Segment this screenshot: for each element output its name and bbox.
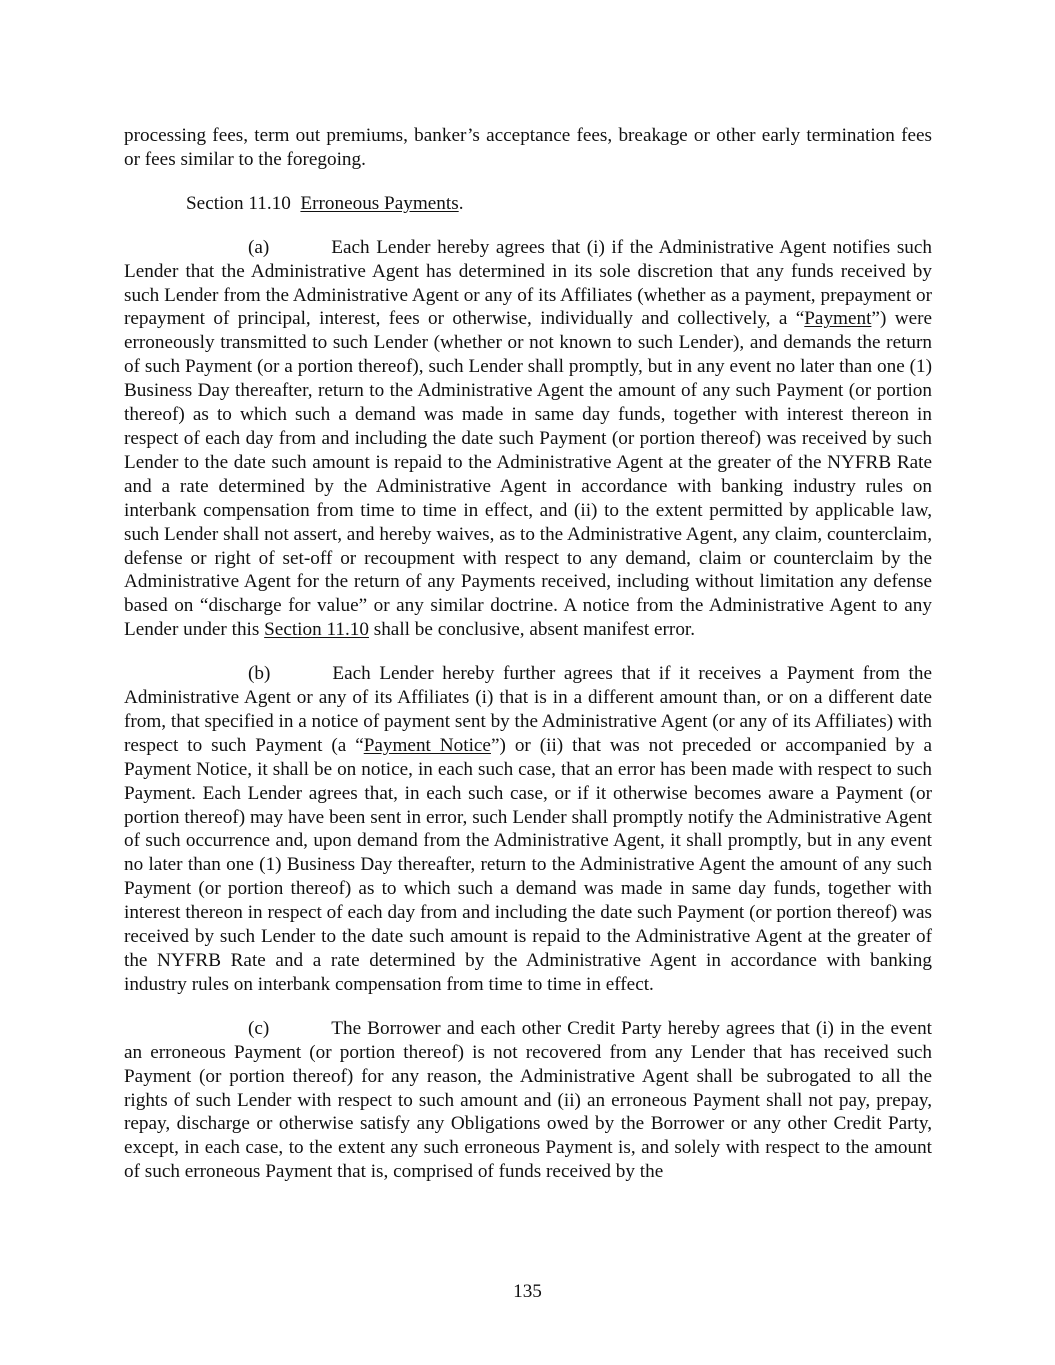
section-title: Erroneous Payments (300, 192, 459, 214)
paragraph-c (124, 1017, 932, 1184)
paragraph-c-label: (c) (248, 1017, 270, 1039)
section-title-suffix: . (458, 192, 464, 214)
paragraph-b-text-2: ”) or (ii) that was not preceded or accompanied by a Payment Notice, it shall be on notice, in each such case, that an error has been made with respect to such Payment. Each Lender agrees that, in each such case, or if it otherwise becomes aware a Payment (or portion thereof) may have been sent in error, such Lender shall promptly notify the Administrative Agent of such occurrence and, upon demand from the Administrative Agent, it shall promptly, but in any event no later than one (1) Business Day thereafter, return to the Administrative Agent the amount of any such Payment (or portion thereof) as to which such a demand was made in same day funds, together with interest thereon in respect of each day from and including the date such Payment (or portion thereof) was received by such Lender to the date such amount is repaid to the Administrative Agent at the greater of the NYFRB Rate and a rate determined by the Administrative Agent in accordance with banking industry rules on interbank compensation from time to time in effect. (124, 734, 932, 995)
defined-term-payment-notice: Payment Notice (363, 734, 491, 756)
paragraph-a-text-3: shall be conclusive, absent manifest error. (368, 619, 696, 641)
paragraph-a-label: (a) (248, 236, 270, 258)
paragraph-b (124, 662, 932, 997)
defined-term-payment: Payment (804, 308, 872, 330)
paragraph-b-text-1: Each Lender hereby further agrees that if it receives a Payment from the Administrative Agent or any of its Affiliates (i) that is in a different amount than, or on a different date from, that specified in a notice of payment sent by the Administrative Agent (or any of its Affiliates) with respect to such Payment (a “ (124, 663, 932, 756)
section-reference: Section 11.10 (264, 619, 369, 641)
paragraph-a (124, 236, 932, 642)
section-heading (186, 192, 932, 216)
paragraph-c-text-1: The Borrower and each other Credit Party hereby agrees that (i) in the event an erroneous Payment (or portion thereof) is not recovered from any Lender that has received such Payment (or portion thereof) for any reason, the Administrative Agent shall be subrogated to all the rights of such Lender with respect to such amount and (ii) an erroneous Payment shall not pay, prepay, repay, discharge or otherwise satisfy any Obligations owed by the Borrower or any other Credit Party, except, in each case, to the extent any such erroneous Payment is, and solely with respect to the amount of such erroneous Payment that is, comprised of funds received by the (124, 1017, 932, 1183)
document-page (124, 124, 932, 1184)
intro-paragraph: processing fees, term out premiums, banker’s acceptance fees, breakage or other early termination fees or fees similar to the foregoing. (124, 125, 932, 170)
page-number: 135 (513, 1281, 542, 1302)
paragraph-b-label: (b) (248, 663, 271, 685)
paragraph-a-text-2: ”) were erroneously transmitted to such Lender (whether or not known to such Lender), and demands the return of such Payment (or a portion thereof), such Lender shall promptly, but in any event no later than one (1) Business Day thereafter, return to the Administrative Agent the amount of any such Payment (or portion thereof) as to which such a demand was made in same day funds, together with interest thereon in respect of each day from and including the date such Payment (or portion thereof) was received by such Lender to the date such amount is repaid to the Administrative Agent at the greater of the NYFRB Rate and a rate determined by the Administrative Agent in accordance with banking industry rules on interbank compensation from time to time in effect, and (ii) to the extent permitted by applicable law, such Lender shall not assert, and hereby waives, as to the Administrative Agent, any claim, counterclaim, defense or right of set-off or recoupment with respect to any demand, claim or counterclaim by the Administrative Agent for the return of any Payments received, including without limitation any defense based on “discharge for value” or any similar doctrine. A notice from the Administrative Agent to any Lender under this (124, 308, 932, 641)
section-number: Section 11.10 (186, 192, 291, 214)
paragraph-a-text-1: Each Lender hereby agrees that (i) if the Administrative Agent notifies such Lender that the Administrative Agent has determined in its sole discretion that any funds received by such Lender from the Administrative Agent or any of its Affiliates (whether as a payment, prepayment or repayment of principal, interest, fees or otherwise, individually and collectively, a “ (124, 236, 932, 330)
